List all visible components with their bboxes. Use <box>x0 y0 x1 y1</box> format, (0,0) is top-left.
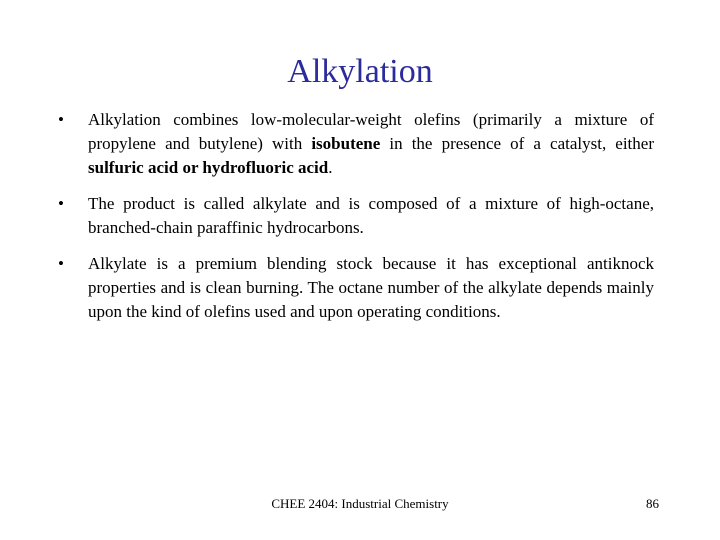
bullet-marker: • <box>58 194 64 213</box>
slide-title: Alkylation <box>287 53 433 90</box>
bullet-item-1 <box>56 108 654 180</box>
bullet-text-segment: . <box>328 158 333 177</box>
bullet-marker: • <box>58 110 64 129</box>
page-number: 86 <box>646 496 659 511</box>
bullet-text-segment: Alkylation combines low-molecular-weight olefins (primarily a mixture of propylene and butylene) with <box>88 110 654 153</box>
bullet-text-segment: in the presence of a catalyst, either <box>380 134 654 153</box>
bold-term-isobutene: isobutene <box>311 134 381 153</box>
bold-term-catalysts: sulfuric acid or hydrofluoric acid <box>88 158 329 177</box>
bullet-list <box>56 108 654 336</box>
bullet-item-3 <box>56 252 654 324</box>
bullet-text: The product is called alkylate and is composed of a mixture of high-octane, branched-chain paraffinic hydrocarbons. <box>88 194 654 237</box>
footer-course: CHEE 2404: Industrial Chemistry <box>271 496 449 511</box>
bullet-text: Alkylate is a premium blending stock because it has exceptional antiknock properties and is clean burning. The octane number of the alkylate depends mainly upon the kind of olefins used and upon operating conditions. <box>88 254 654 321</box>
bullet-marker: • <box>58 254 64 273</box>
bullet-item-2 <box>56 192 654 240</box>
